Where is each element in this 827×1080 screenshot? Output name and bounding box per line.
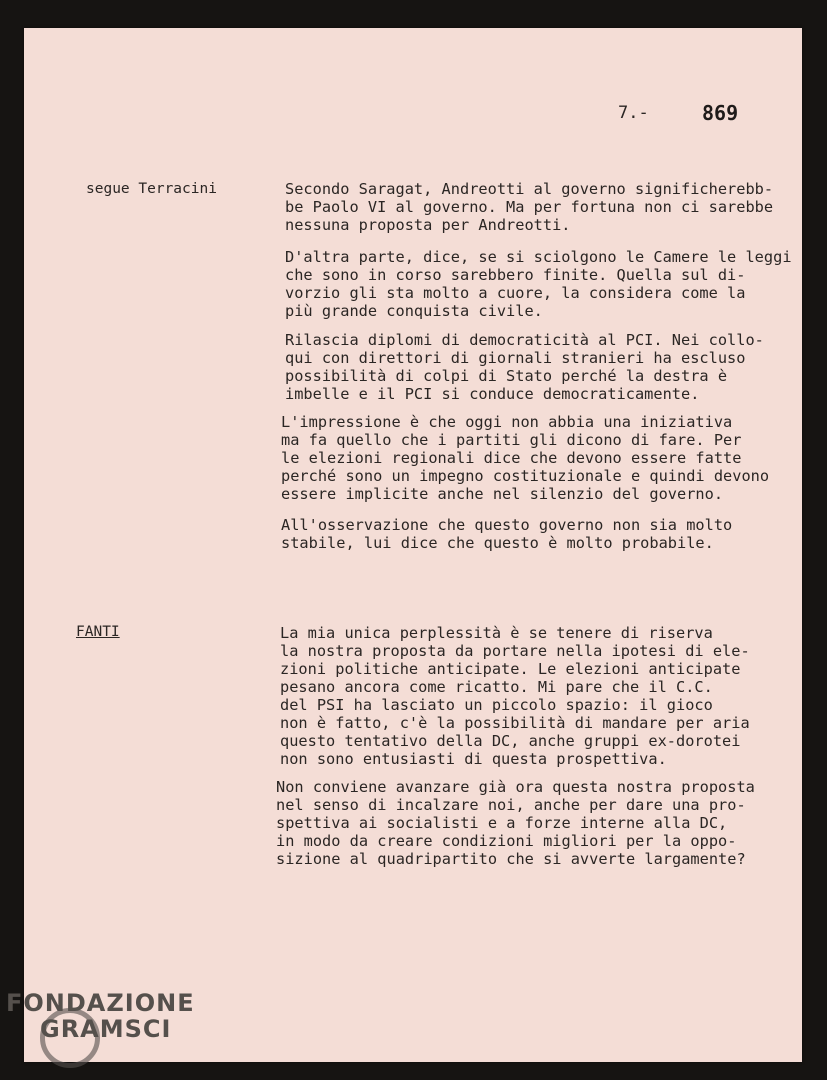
logo-line-2: GRAMSCI (40, 1015, 172, 1043)
logo-g-icon (40, 1008, 100, 1068)
page-number: 869 (702, 101, 739, 125)
speaker-label-terracini: segue Terracini (86, 181, 217, 197)
paragraph: Rilascia diplomi di democraticità al PCI. Nei collo- qui con direttori di giornali stranieri ha escluso possibilità di colpi di Stato perché la destra è imbelle e il PCI si conduce democraticamente. (285, 331, 764, 403)
paragraph: La mia unica perplessità è se tenere di riserva la nostra proposta da portare nella ipotesi di ele- zioni politiche anticipate. Le elezioni anticipate pesano ancora come ricatto. Mi pare che il C.C. del PSI ha lasciato un piccolo spazio: il gioco non è fatto, c'è la possibilità di mandare per aria questo tentativo della DC, anche gruppi ex-dorotei non sono entusiasti di questa prospettiva. (280, 624, 750, 768)
speaker-label-fanti: FANTI (76, 624, 120, 640)
logo-line-1: FONDAZIONE (6, 989, 195, 1017)
fondazione-gramsci-logo (6, 990, 195, 1042)
paragraph: Non conviene avanzare già ora questa nostra proposta nel senso di incalzare noi, anche per dare una pro- spettiva ai socialisti e a forze interne alla DC, in modo da creare condizioni migliori per la oppo- sizione al quadripartito che si avverte largamente? (276, 778, 755, 868)
paragraph: All'osservazione che questo governo non sia molto stabile, lui dice che questo è molto probabile. (281, 516, 733, 552)
paragraph: D'altra parte, dice, se si sciolgono le Camere le leggi che sono in corso sarebbero finite. Quella sul di- vorzio gli sta molto a cuore, la considera come la più grande conquista civile. (285, 248, 792, 320)
paragraph: Secondo Saragat, Andreotti al governo significherebb- be Paolo VI al governo. Ma per fortuna non ci sarebbe nessuna proposta per Andreotti. (285, 180, 774, 234)
paragraph: L'impressione è che oggi non abbia una iniziativa ma fa quello che i partiti gli dicono di fare. Per le elezioni regionali dice che devono essere fatte perché sono un impegno costituzionale e quindi devono essere implicite anche nel silenzio del governo. (281, 413, 770, 503)
section-number: 7.- (618, 103, 649, 123)
